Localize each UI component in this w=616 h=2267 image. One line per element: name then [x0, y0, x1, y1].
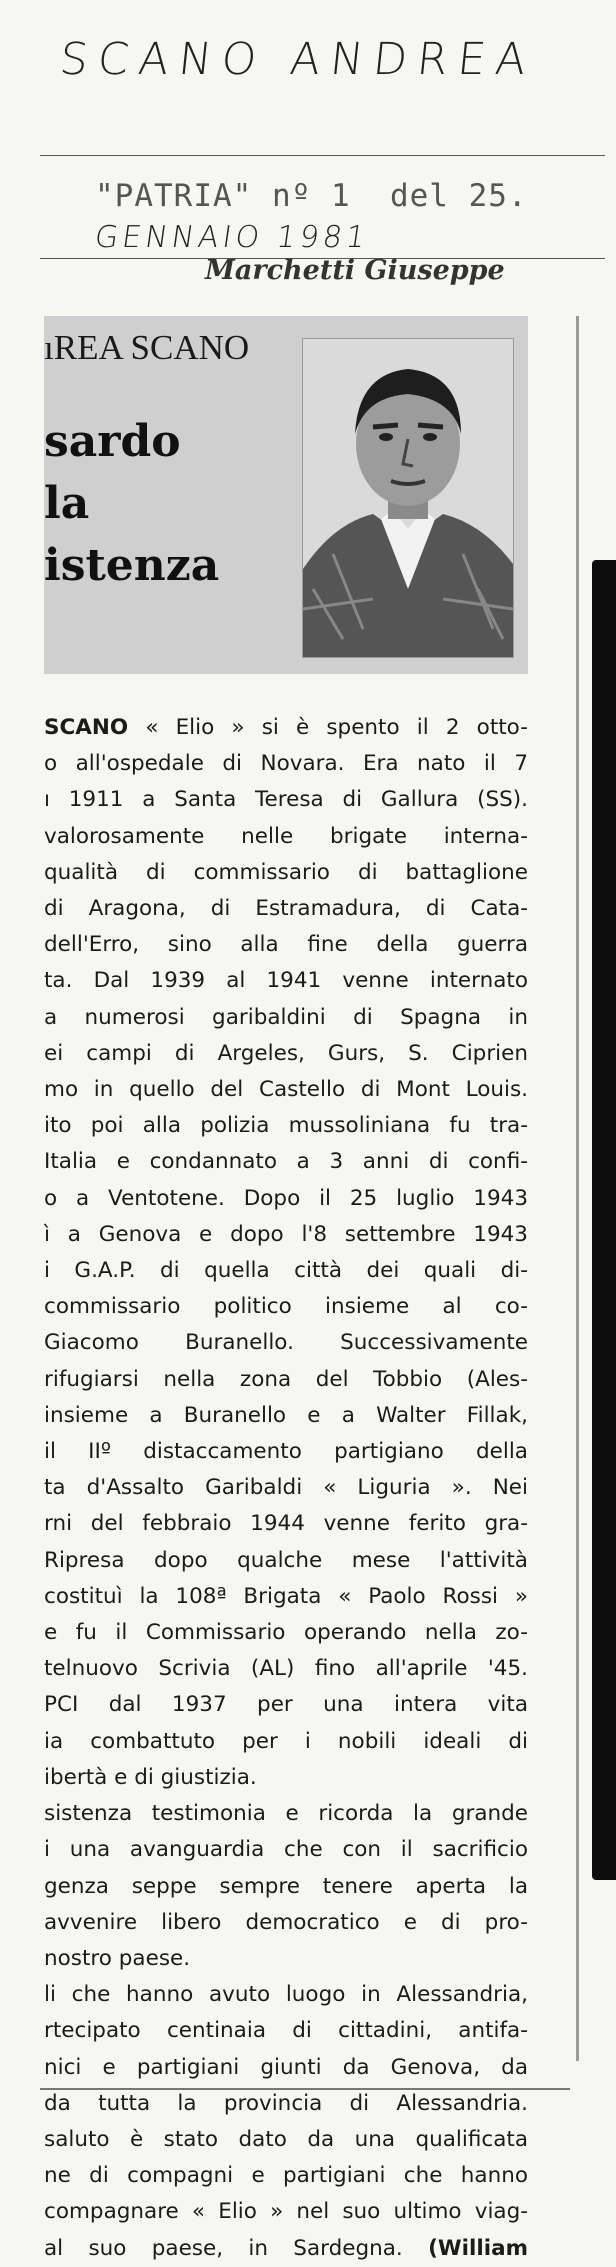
body-line-text: o all'ospedale di Novara. Era nato il 7	[44, 751, 528, 777]
body-line-text: rni del febbraio 1944 venne ferito gra-	[44, 1511, 528, 1537]
body-line-text: li che hanno avuto luogo in Alessandria,	[44, 1982, 528, 2008]
body-line	[44, 2122, 528, 2158]
body-line-text: avvenire libero democratico e di pro-	[44, 1909, 528, 1935]
handwritten-name: SCANO ANDREA	[57, 34, 539, 85]
portrait-photo	[302, 338, 514, 658]
body-line-bold-tail: (William	[428, 2235, 528, 2261]
body-line	[44, 1072, 528, 1108]
body-line	[44, 1615, 528, 1651]
bottom-rule	[40, 2088, 570, 2090]
body-line-text: ì a Genova e dopo l'8 settembre 1943	[44, 1221, 528, 1247]
headline-line: istenza	[44, 540, 220, 591]
body-line-text: commissario politico insieme al co-	[44, 1294, 528, 1320]
header-rule	[40, 155, 605, 156]
body-line	[44, 2086, 528, 2122]
body-line-text: nostro paese.	[44, 1945, 191, 1971]
typed-reference: "PATRIA" nº 1 del 25.	[95, 178, 528, 214]
body-line-text: qualità di commissario di battaglione	[44, 859, 528, 885]
body-line	[44, 1362, 528, 1398]
body-line	[44, 2050, 528, 2086]
body-line-text: Ripresa dopo qualche mese l'attività	[44, 1547, 528, 1573]
body-line	[44, 1289, 528, 1325]
body-line-text: saluto è stato dato da una qualificata	[44, 2126, 528, 2152]
headline-panel	[44, 316, 528, 674]
body-line-text: i una avanguardia che con il sacrificio	[44, 1837, 528, 1863]
body-line	[44, 1470, 528, 1506]
body-line-text: Giacomo Buranello. Successivamente	[44, 1330, 528, 1356]
body-line	[44, 1144, 528, 1180]
body-line	[44, 2158, 528, 2194]
body-line-text: di Aragona, di Estramadura, di Cata-	[44, 896, 528, 922]
body-line	[44, 1977, 528, 2013]
body-line-text: dell'Erro, sino alla fine della guerra	[44, 932, 528, 958]
body-line-text: e fu il Commissario operando nella zo-	[44, 1620, 528, 1646]
body-line-text: ito poi alla polizia mussoliniana fu tra-	[44, 1113, 528, 1139]
page-edge-shadow	[592, 560, 616, 1880]
body-line-text: al suo paese, in Sardegna.	[44, 2235, 403, 2261]
body-line-text: ta. Dal 1939 al 1941 venne internato	[44, 968, 528, 994]
body-line-text: o a Ventotene. Dopo il 25 luglio 1943	[44, 1185, 528, 1211]
body-line-text: ei campi di Argeles, Gurs, S. Ciprien	[44, 1040, 528, 1066]
body-line-text: il IIº distaccamento partigiano della	[44, 1439, 528, 1465]
body-line	[44, 1724, 528, 1760]
body-line	[44, 1869, 528, 1905]
body-line-text: ta d'Assalto Garibaldi « Liguria ». Nei	[44, 1475, 528, 1501]
body-line	[44, 1579, 528, 1615]
body-line	[44, 1941, 528, 1977]
body-line	[44, 1108, 528, 1144]
author-name: Marchetti Giuseppe	[205, 255, 505, 286]
body-line	[44, 1398, 528, 1434]
body-line	[44, 1434, 528, 1470]
body-line	[44, 2194, 528, 2230]
body-line	[44, 782, 528, 818]
body-line-text: ne di compagni e partigiani che hanno	[44, 2163, 528, 2189]
body-line-text: a numerosi garibaldini di Spagna in	[44, 1004, 528, 1030]
body-line	[44, 1253, 528, 1289]
body-line	[44, 1181, 528, 1217]
body-line	[44, 1325, 528, 1361]
body-line	[44, 819, 528, 855]
body-line-text: valorosamente nelle brigate interna-	[44, 823, 528, 849]
clipping-edge-line	[576, 316, 579, 2061]
body-line-text: da tutta la provincia di Alessandria.	[44, 2090, 528, 2116]
body-line-text: costituì la 108ª Brigata « Paolo Rossi »	[44, 1583, 528, 1609]
headline-line: la	[44, 478, 90, 529]
body-line-text: i G.A.P. di quella città dei quali di-	[44, 1258, 528, 1284]
body-line-text: ia combattuto per i nobili ideali di	[44, 1728, 528, 1754]
body-line	[44, 855, 528, 891]
body-line-text: nici e partigiani giunti da Genova, da	[44, 2054, 528, 2080]
body-line-text: PCI dal 1937 per una intera vita	[44, 1692, 528, 1718]
body-line-text: genza seppe sempre tenere aperta la	[44, 1873, 528, 1899]
portrait-photo-drawing	[303, 339, 513, 657]
body-line	[44, 927, 528, 963]
body-line-text: « Elio » si è spento il 2 otto-	[128, 715, 528, 740]
body-line-text: insieme a Buranello e a Walter Fillak,	[44, 1402, 528, 1428]
body-line-text: compagnare « Elio » nel suo ultimo viag-	[44, 2199, 528, 2225]
body-line	[44, 1000, 528, 1036]
byline-name: ıREA SCANO	[44, 328, 250, 367]
body-line	[44, 1506, 528, 1542]
body-line-bold-lead: SCANO	[44, 715, 129, 740]
body-line	[44, 1760, 528, 1796]
body-line	[44, 963, 528, 999]
body-line	[44, 1905, 528, 1941]
headline-line: sardo	[44, 416, 181, 467]
body-line	[44, 1687, 528, 1723]
handwritten-date: GENNAIO 1981	[92, 220, 372, 255]
body-line	[44, 1651, 528, 1687]
body-line-text: sistenza testimonia e ricorda la grande	[44, 1801, 528, 1827]
body-line	[44, 710, 528, 746]
article-body	[44, 710, 528, 2267]
body-line-text: mo in quello del Castello di Mont Louis.	[44, 1077, 528, 1103]
body-line	[44, 2013, 528, 2049]
body-line-text: ibertà e di giustizia.	[44, 1764, 257, 1790]
body-line	[44, 891, 528, 927]
body-line-text: rifugiarsi nella zona del Tobbio (Ales-	[44, 1366, 528, 1392]
body-line-text: rtecipato centinaia di cittadini, antifa-	[44, 2018, 528, 2044]
body-line	[44, 746, 528, 782]
body-line	[44, 1036, 528, 1072]
body-line	[44, 1543, 528, 1579]
body-line-text: telnuovo Scrivia (AL) fino all'aprile '45.	[44, 1656, 528, 1682]
body-line	[44, 1832, 528, 1868]
body-line-text: Italia e condannato a 3 anni di confi-	[44, 1149, 528, 1175]
body-line	[44, 2231, 528, 2267]
body-line	[44, 1796, 528, 1832]
body-line-text: ı 1911 a Santa Teresa di Gallura (SS).	[44, 787, 528, 813]
body-line	[44, 1217, 528, 1253]
